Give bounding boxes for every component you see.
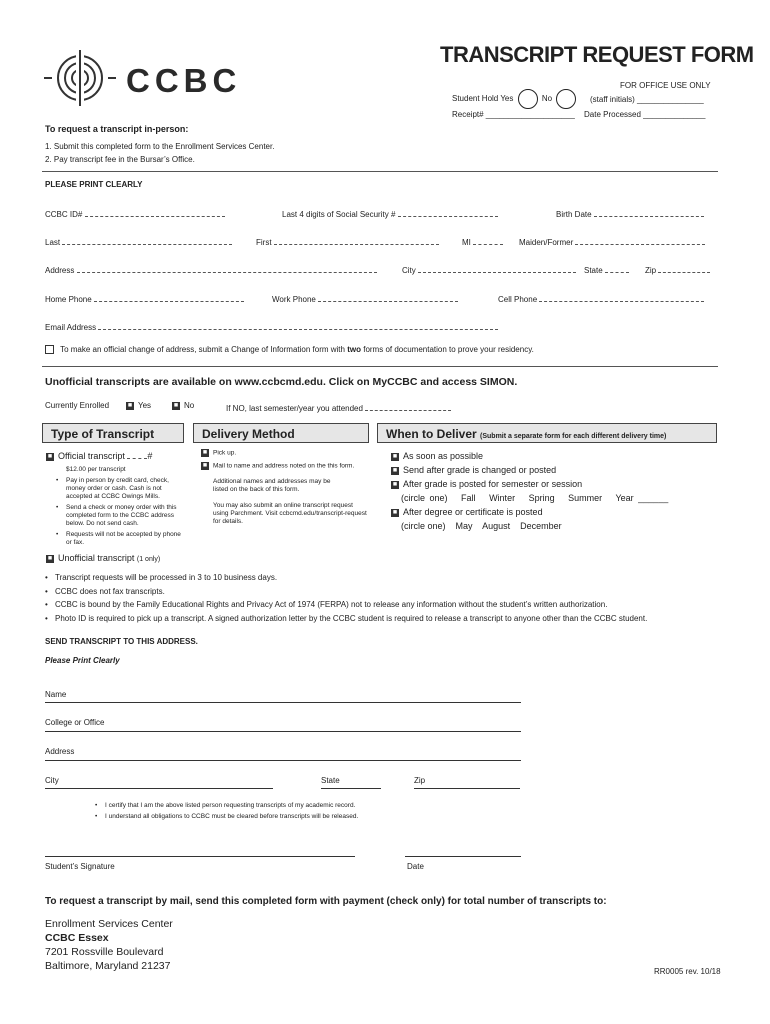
- signature-label: Student’s Signature: [45, 862, 115, 871]
- unofficial-transcript-note: (1 only): [136, 556, 161, 563]
- send-college-label: College or Office: [45, 718, 105, 727]
- after-semester-checkbox[interactable]: ■: [392, 480, 398, 488]
- official-transcript-label: Official transcript: [58, 451, 125, 461]
- enrolled-no-option[interactable]: [172, 401, 194, 410]
- send-state-input[interactable]: [321, 788, 381, 789]
- mail-label: Mail to name and address noted on the this form.: [213, 462, 355, 470]
- note-item: • CCBC does not fax transcripts.: [45, 585, 725, 599]
- signature-date-label: Date: [407, 862, 424, 871]
- mail-option[interactable]: [201, 462, 366, 471]
- divider: [42, 366, 718, 367]
- note-item: • Transcript requests will be processed in 3 to 10 business days.: [45, 571, 725, 585]
- please-print-clearly: PLEASE PRINT CLEARLY: [45, 180, 143, 189]
- staff-initials-field[interactable]: (staff initials) _______________: [590, 95, 704, 104]
- mail-checkbox[interactable]: ■: [202, 461, 208, 469]
- send-to-subheading: Please Print Clearly: [45, 656, 120, 665]
- ccbc-id-field[interactable]: [45, 207, 225, 219]
- after-degree-checkbox[interactable]: ■: [392, 508, 398, 516]
- fee-text: $12.00 per transcript: [66, 466, 126, 473]
- ssn-label: Last 4 digits of Social Security #: [282, 210, 396, 219]
- signature-input[interactable]: [45, 856, 355, 857]
- receipt-field[interactable]: Receipt# ____________________: [452, 110, 575, 119]
- after-semester-option[interactable]: [391, 477, 716, 491]
- address-change-checkbox[interactable]: [45, 345, 54, 354]
- month-may[interactable]: May: [455, 521, 473, 531]
- payment-bullet: • Requests will not be accepted by phone or fax.: [56, 531, 184, 547]
- type-of-transcript-heading: Type of Transcript: [51, 427, 155, 441]
- send-city-label: City: [45, 776, 59, 785]
- work-phone-label: Work Phone: [272, 295, 316, 304]
- delivery-method-header: [193, 423, 369, 443]
- office-use-label: FOR OFFICE USE ONLY: [620, 81, 711, 90]
- pickup-checkbox[interactable]: ■: [202, 449, 208, 456]
- when-to-deliver-subheading: (Submit a separate form for each different delivery time): [480, 433, 667, 440]
- ccbc-id-label: CCBC ID#: [45, 210, 83, 219]
- term-fall[interactable]: Fall: [461, 493, 476, 503]
- unofficial-transcripts-note: Unofficial transcripts are available on www.ccbcmd.edu. Click on MyCCBC and access SIMON.: [45, 376, 518, 388]
- email-label: Email Address: [45, 323, 97, 332]
- term-spring[interactable]: Spring: [528, 493, 555, 503]
- birth-date-field[interactable]: [556, 207, 704, 219]
- asap-label: As soon as possible: [403, 451, 484, 461]
- address-label: Address: [45, 266, 75, 275]
- mi-label: MI: [462, 238, 471, 247]
- mail-address-line: 7201 Rossville Boulevard: [45, 946, 164, 958]
- unofficial-transcript-checkbox[interactable]: ■: [47, 554, 53, 562]
- send-state-label: State: [321, 776, 340, 785]
- zip-field[interactable]: [645, 263, 710, 275]
- send-address-label: Address: [45, 747, 75, 756]
- note-item: • Photo ID is required to pick up a transcript. A signed authorization letter by the CCBC student is required to release a transcript to anyone other than the CCBC student.: [45, 612, 725, 626]
- mail-address-line: Enrollment Services Center: [45, 918, 173, 930]
- in-person-step-1: 1. Submit this completed form to the Enrollment Services Center.: [45, 142, 275, 151]
- ccbc-logo: [40, 48, 242, 108]
- after-grade-option[interactable]: [391, 463, 716, 477]
- processing-notes: [45, 571, 725, 625]
- address-change-note: [45, 345, 534, 354]
- maiden-label: Maiden/Former: [519, 238, 574, 247]
- when-to-deliver-column: [391, 449, 716, 533]
- online-request-text: You may also submit an online transcript request using Parchment. Visit ccbcmd.edu/transcript-request for details.: [213, 502, 367, 526]
- payment-bullets: [56, 477, 184, 547]
- address-change-text: To make an official change of address, submit a Change of Information form with: [60, 345, 345, 354]
- first-name-field[interactable]: [256, 235, 439, 247]
- send-city-input[interactable]: [45, 788, 273, 789]
- pickup-label: Pick up.: [213, 449, 237, 457]
- ccbc-logo-text: CCBC: [126, 62, 242, 99]
- divider: [42, 171, 718, 172]
- enrolled-yes-option[interactable]: [126, 401, 151, 410]
- ccbc-logo-mark-icon: [40, 48, 120, 108]
- term-winter[interactable]: Winter: [489, 493, 516, 503]
- form-title: TRANSCRIPT REQUEST FORM: [440, 42, 754, 67]
- mail-address: [45, 917, 173, 973]
- student-hold-label: Student Hold Yes: [452, 94, 514, 104]
- student-hold-no-circle[interactable]: [556, 89, 576, 109]
- maiden-field[interactable]: [519, 235, 705, 247]
- last-name-label: Last: [45, 238, 61, 247]
- address-change-bold: two: [347, 345, 361, 354]
- in-person-heading: To request a transcript in-person:: [45, 124, 189, 134]
- in-person-step-2: 2. Pay transcript fee in the Bursar’s Office.: [45, 155, 195, 164]
- payment-bullet: • Send a check or money order with this completed form to the CCBC address below. Do not send cash.: [56, 504, 184, 528]
- send-name-input[interactable]: [45, 702, 521, 703]
- month-august[interactable]: August: [482, 521, 511, 531]
- certification-item: • I understand all obligations to CCBC must be cleared before transcripts will be released.: [95, 811, 495, 822]
- mail-address-line: Baltimore, Maryland 21237: [45, 960, 171, 972]
- official-transcript-checkbox[interactable]: ■: [47, 452, 53, 460]
- after-degree-option[interactable]: [391, 505, 716, 519]
- type-of-transcript-column: [46, 449, 186, 563]
- unofficial-transcript-option[interactable]: [46, 553, 186, 563]
- asap-checkbox[interactable]: ■: [392, 452, 398, 460]
- zip-label: Zip: [645, 266, 657, 275]
- mi-field[interactable]: [462, 235, 503, 247]
- email-field[interactable]: [45, 320, 498, 332]
- currently-enrolled-label: Currently Enrolled: [45, 401, 110, 410]
- enrolled-no-label: No: [184, 401, 195, 410]
- signature-date-input[interactable]: [405, 856, 521, 857]
- send-name-label: Name: [45, 690, 67, 699]
- mail-instructions: To request a transcript by mail, send this completed form with payment (check only) for total number of transcripts to:: [45, 896, 607, 907]
- payment-bullet: • Pay in person by credit card, check, money order or cash. Cash is not accepted at CCBC Owings Mills.: [56, 477, 184, 501]
- city-label: City: [402, 266, 416, 275]
- address-field[interactable]: [45, 263, 377, 275]
- when-to-deliver-header: [377, 423, 717, 443]
- send-address-input[interactable]: [45, 760, 521, 761]
- first-name-label: First: [256, 238, 272, 247]
- student-hold-row: [452, 89, 578, 109]
- certification-item: • I certify that I am the above listed person requesting transcripts of my academic record.: [95, 800, 495, 811]
- state-field[interactable]: [584, 263, 629, 275]
- term-row: [401, 491, 716, 505]
- term-summer[interactable]: Summer: [568, 493, 603, 503]
- circle-one-label: (circle one): [401, 493, 448, 503]
- note-item: • CCBC is bound by the Family Educational Rights and Privacy Act of 1974 (FERPA) not to release any information without the student’s written authorization.: [45, 598, 725, 612]
- send-college-input[interactable]: [45, 731, 521, 732]
- after-degree-label: After degree or certificate is posted: [403, 507, 543, 517]
- circle-one-label: (circle one): [401, 521, 446, 531]
- home-phone-field[interactable]: [45, 292, 244, 304]
- state-label: State: [584, 266, 603, 275]
- enrolled-yes-label: Yes: [138, 401, 152, 410]
- when-to-deliver-heading: When to Deliver: [386, 427, 477, 441]
- birth-date-label: Birth Date: [556, 210, 592, 219]
- mail-address-line: CCBC Essex: [45, 932, 109, 944]
- additional-names-text: Additional names and addresses may be listed on the back of this form.: [213, 478, 331, 494]
- after-semester-label: After grade is posted for semester or session: [403, 479, 583, 489]
- home-phone-label: Home Phone: [45, 295, 92, 304]
- month-december[interactable]: December: [520, 521, 562, 531]
- work-phone-field[interactable]: [272, 292, 458, 304]
- last-name-field[interactable]: [45, 235, 232, 247]
- official-transcript-hash: #: [147, 451, 153, 461]
- last-semester-field[interactable]: [226, 401, 451, 413]
- city-field[interactable]: [402, 263, 576, 275]
- student-hold-yes-circle[interactable]: [518, 89, 538, 109]
- asap-option[interactable]: [391, 449, 716, 463]
- currently-enrolled-row: [45, 401, 109, 410]
- student-hold-no-label: No: [541, 94, 553, 104]
- form-code: RR0005 rev. 10/18: [654, 967, 721, 976]
- delivery-method-heading: Delivery Method: [202, 427, 295, 441]
- send-zip-label: Zip: [414, 776, 426, 785]
- delivery-method-column: [201, 449, 366, 526]
- cell-phone-label: Cell Phone: [498, 295, 538, 304]
- type-of-transcript-header: [42, 423, 184, 443]
- enrolled-no-checkbox[interactable]: ■: [173, 401, 179, 409]
- enrolled-yes-checkbox[interactable]: ■: [127, 401, 133, 409]
- date-processed-field[interactable]: Date Processed ______________: [584, 110, 706, 119]
- certification-list: [95, 800, 495, 822]
- unofficial-transcript-label: Unofficial transcript: [58, 553, 135, 563]
- official-transcript-option[interactable]: [46, 449, 186, 461]
- ssn-field[interactable]: [282, 207, 498, 219]
- term-year[interactable]: Year ______: [615, 493, 669, 503]
- after-grade-label: Send after grade is changed or posted: [403, 465, 557, 475]
- cell-phone-field[interactable]: [498, 292, 704, 304]
- send-zip-input[interactable]: [414, 788, 520, 789]
- pickup-option[interactable]: [201, 449, 366, 458]
- after-grade-checkbox[interactable]: ■: [392, 466, 398, 474]
- month-row: [401, 519, 716, 533]
- address-change-end: forms of documentation to prove your residency.: [363, 345, 534, 354]
- last-semester-label: If NO, last semester/year you attended: [226, 404, 363, 413]
- send-to-heading: SEND TRANSCRIPT TO THIS ADDRESS.: [45, 637, 198, 646]
